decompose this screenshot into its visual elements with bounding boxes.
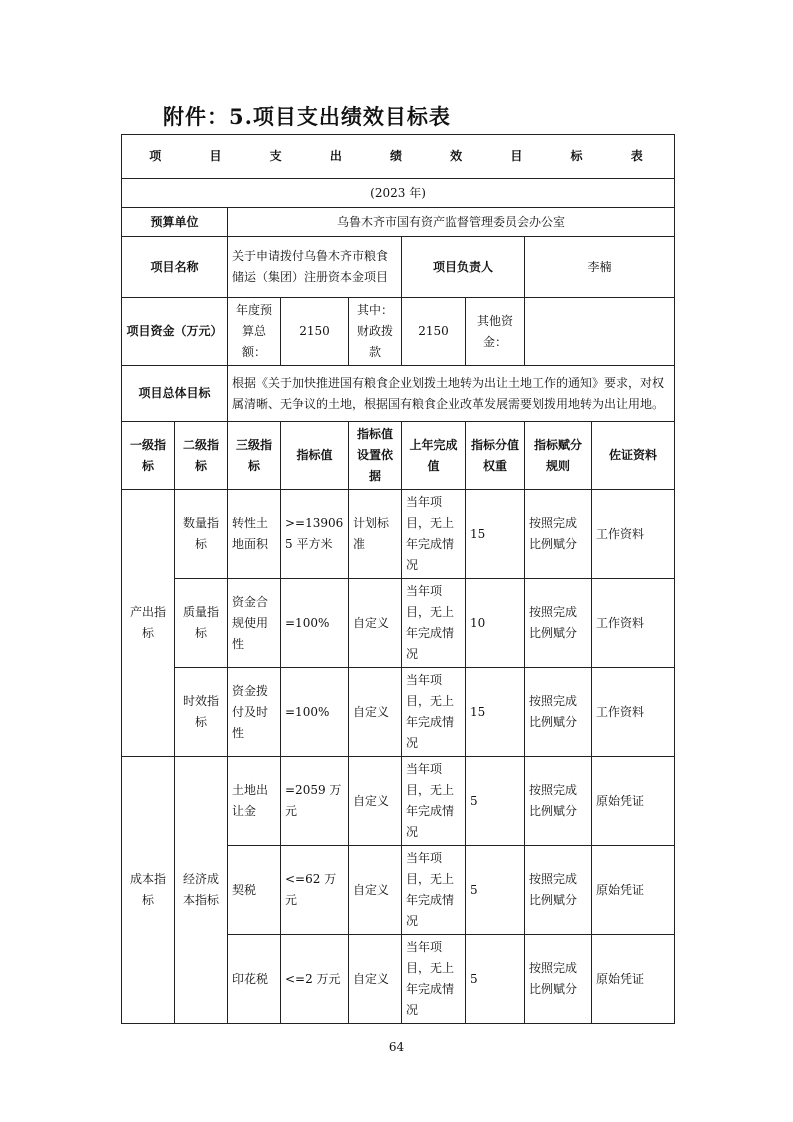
- last-year-value: 当年项目，无上年完成情况: [402, 668, 466, 757]
- level3-indicator: 资金合规使用性: [228, 579, 281, 668]
- header-weight: 指标分值权重: [466, 422, 525, 490]
- indicator-basis: 自定义: [349, 757, 402, 846]
- last-year-value: 当年项目，无上年完成情况: [402, 579, 466, 668]
- last-year-value: 当年项目，无上年完成情况: [402, 757, 466, 846]
- header-value: 指标值: [281, 422, 349, 490]
- page-number: 64: [388, 1040, 405, 1054]
- header-last-year: 上年完成值: [402, 422, 466, 490]
- evidence: 工作资料: [592, 579, 675, 668]
- project-name-value: 关于申请拨付乌鲁木齐市粮食储运（集团）注册资本金项目: [228, 237, 402, 298]
- indicator-weight: 15: [466, 668, 525, 757]
- table-year: (2023 年): [122, 179, 675, 208]
- indicator-basis: 自定义: [349, 846, 402, 935]
- fiscal-value: 2150: [402, 298, 466, 366]
- header-evidence: 佐证资料: [592, 422, 675, 490]
- header-level1: 一级指标: [122, 422, 175, 490]
- indicator-value: <=62 万元: [281, 846, 349, 935]
- level3-indicator: 资金拨付及时性: [228, 668, 281, 757]
- indicator-value: =100%: [281, 579, 349, 668]
- indicator-value: >=139065 平方米: [281, 490, 349, 579]
- scoring-rule: 按照完成比例赋分: [525, 490, 592, 579]
- project-lead-label: 项目负责人: [402, 237, 525, 298]
- scoring-rule: 按照完成比例赋分: [525, 935, 592, 1024]
- budget-unit-value: 乌鲁木齐市国有资产监督管理委员会办公室: [228, 208, 675, 237]
- indicator-weight: 5: [466, 935, 525, 1024]
- other-funds-label: 其他资金：: [466, 298, 525, 366]
- indicator-basis: 自定义: [349, 579, 402, 668]
- indicator-basis: 计划标准: [349, 490, 402, 579]
- table-row: [122, 668, 675, 757]
- annual-budget-value: 2150: [281, 298, 349, 366]
- evidence: 原始凭证: [592, 757, 675, 846]
- last-year-value: 当年项目，无上年完成情况: [402, 846, 466, 935]
- indicator-value: =2059 万元: [281, 757, 349, 846]
- indicator-weight: 5: [466, 846, 525, 935]
- evidence: 原始凭证: [592, 935, 675, 1024]
- level3-indicator: 契税: [228, 846, 281, 935]
- last-year-value: 当年项目，无上年完成情况: [402, 935, 466, 1024]
- budget-unit-label: 预算单位: [122, 208, 228, 237]
- goal-value: 根据《关于加快推进国有粮食企业划拨土地转为出让土地工作的通知》要求，对权属清晰、无争议的土地，根据国有粮食企业改革发展需要划拨用地转为出让用地。: [228, 366, 675, 422]
- table-title: 项 目 支 出 绩 效 目 标 表: [122, 135, 675, 179]
- level3-indicator: 土地出让金: [228, 757, 281, 846]
- annual-budget-label: 年度预算总额：: [228, 298, 281, 366]
- level3-indicator: 印花税: [228, 935, 281, 1024]
- evidence: 工作资料: [592, 490, 675, 579]
- indicator-weight: 5: [466, 757, 525, 846]
- level2-indicator: 时效指标: [175, 668, 228, 757]
- scoring-rule: 按照完成比例赋分: [525, 846, 592, 935]
- fiscal-label: 其中：财政拨款: [349, 298, 402, 366]
- scoring-rule: 按照完成比例赋分: [525, 668, 592, 757]
- other-funds-value: [525, 298, 675, 366]
- indicator-weight: 10: [466, 579, 525, 668]
- project-name-label: 项目名称: [122, 237, 228, 298]
- indicator-basis: 自定义: [349, 668, 402, 757]
- level3-indicator: 转性土地面积: [228, 490, 281, 579]
- funds-label: 项目资金（万元）: [122, 298, 228, 366]
- level2-indicator: 质量指标: [175, 579, 228, 668]
- indicator-basis: 自定义: [349, 935, 402, 1024]
- table-row: [122, 490, 675, 579]
- header-basis: 指标值设置依据: [349, 422, 402, 490]
- table-row: [122, 757, 675, 846]
- indicator-value: <=2 万元: [281, 935, 349, 1024]
- header-level3: 三级指标: [228, 422, 281, 490]
- header-level2: 二级指标: [175, 422, 228, 490]
- indicator-value: =100%: [281, 668, 349, 757]
- indicator-weight: 15: [466, 490, 525, 579]
- evidence: 原始凭证: [592, 846, 675, 935]
- level1-indicator: 成本指标: [122, 757, 175, 1024]
- level2-indicator: 数量指标: [175, 490, 228, 579]
- level1-indicator: 产出指标: [122, 490, 175, 757]
- evidence: 工作资料: [592, 668, 675, 757]
- table-row: [122, 579, 675, 668]
- performance-target-table: [121, 134, 675, 1024]
- level2-indicator: 经济成本指标: [175, 757, 228, 1024]
- header-rule: 指标赋分规则: [525, 422, 592, 490]
- scoring-rule: 按照完成比例赋分: [525, 757, 592, 846]
- attachment-heading: 附件：5.项目支出绩效目标表: [163, 104, 451, 129]
- scoring-rule: 按照完成比例赋分: [525, 579, 592, 668]
- project-lead-value: 李楠: [525, 237, 675, 298]
- goal-label: 项目总体目标: [122, 366, 228, 422]
- last-year-value: 当年项目，无上年完成情况: [402, 490, 466, 579]
